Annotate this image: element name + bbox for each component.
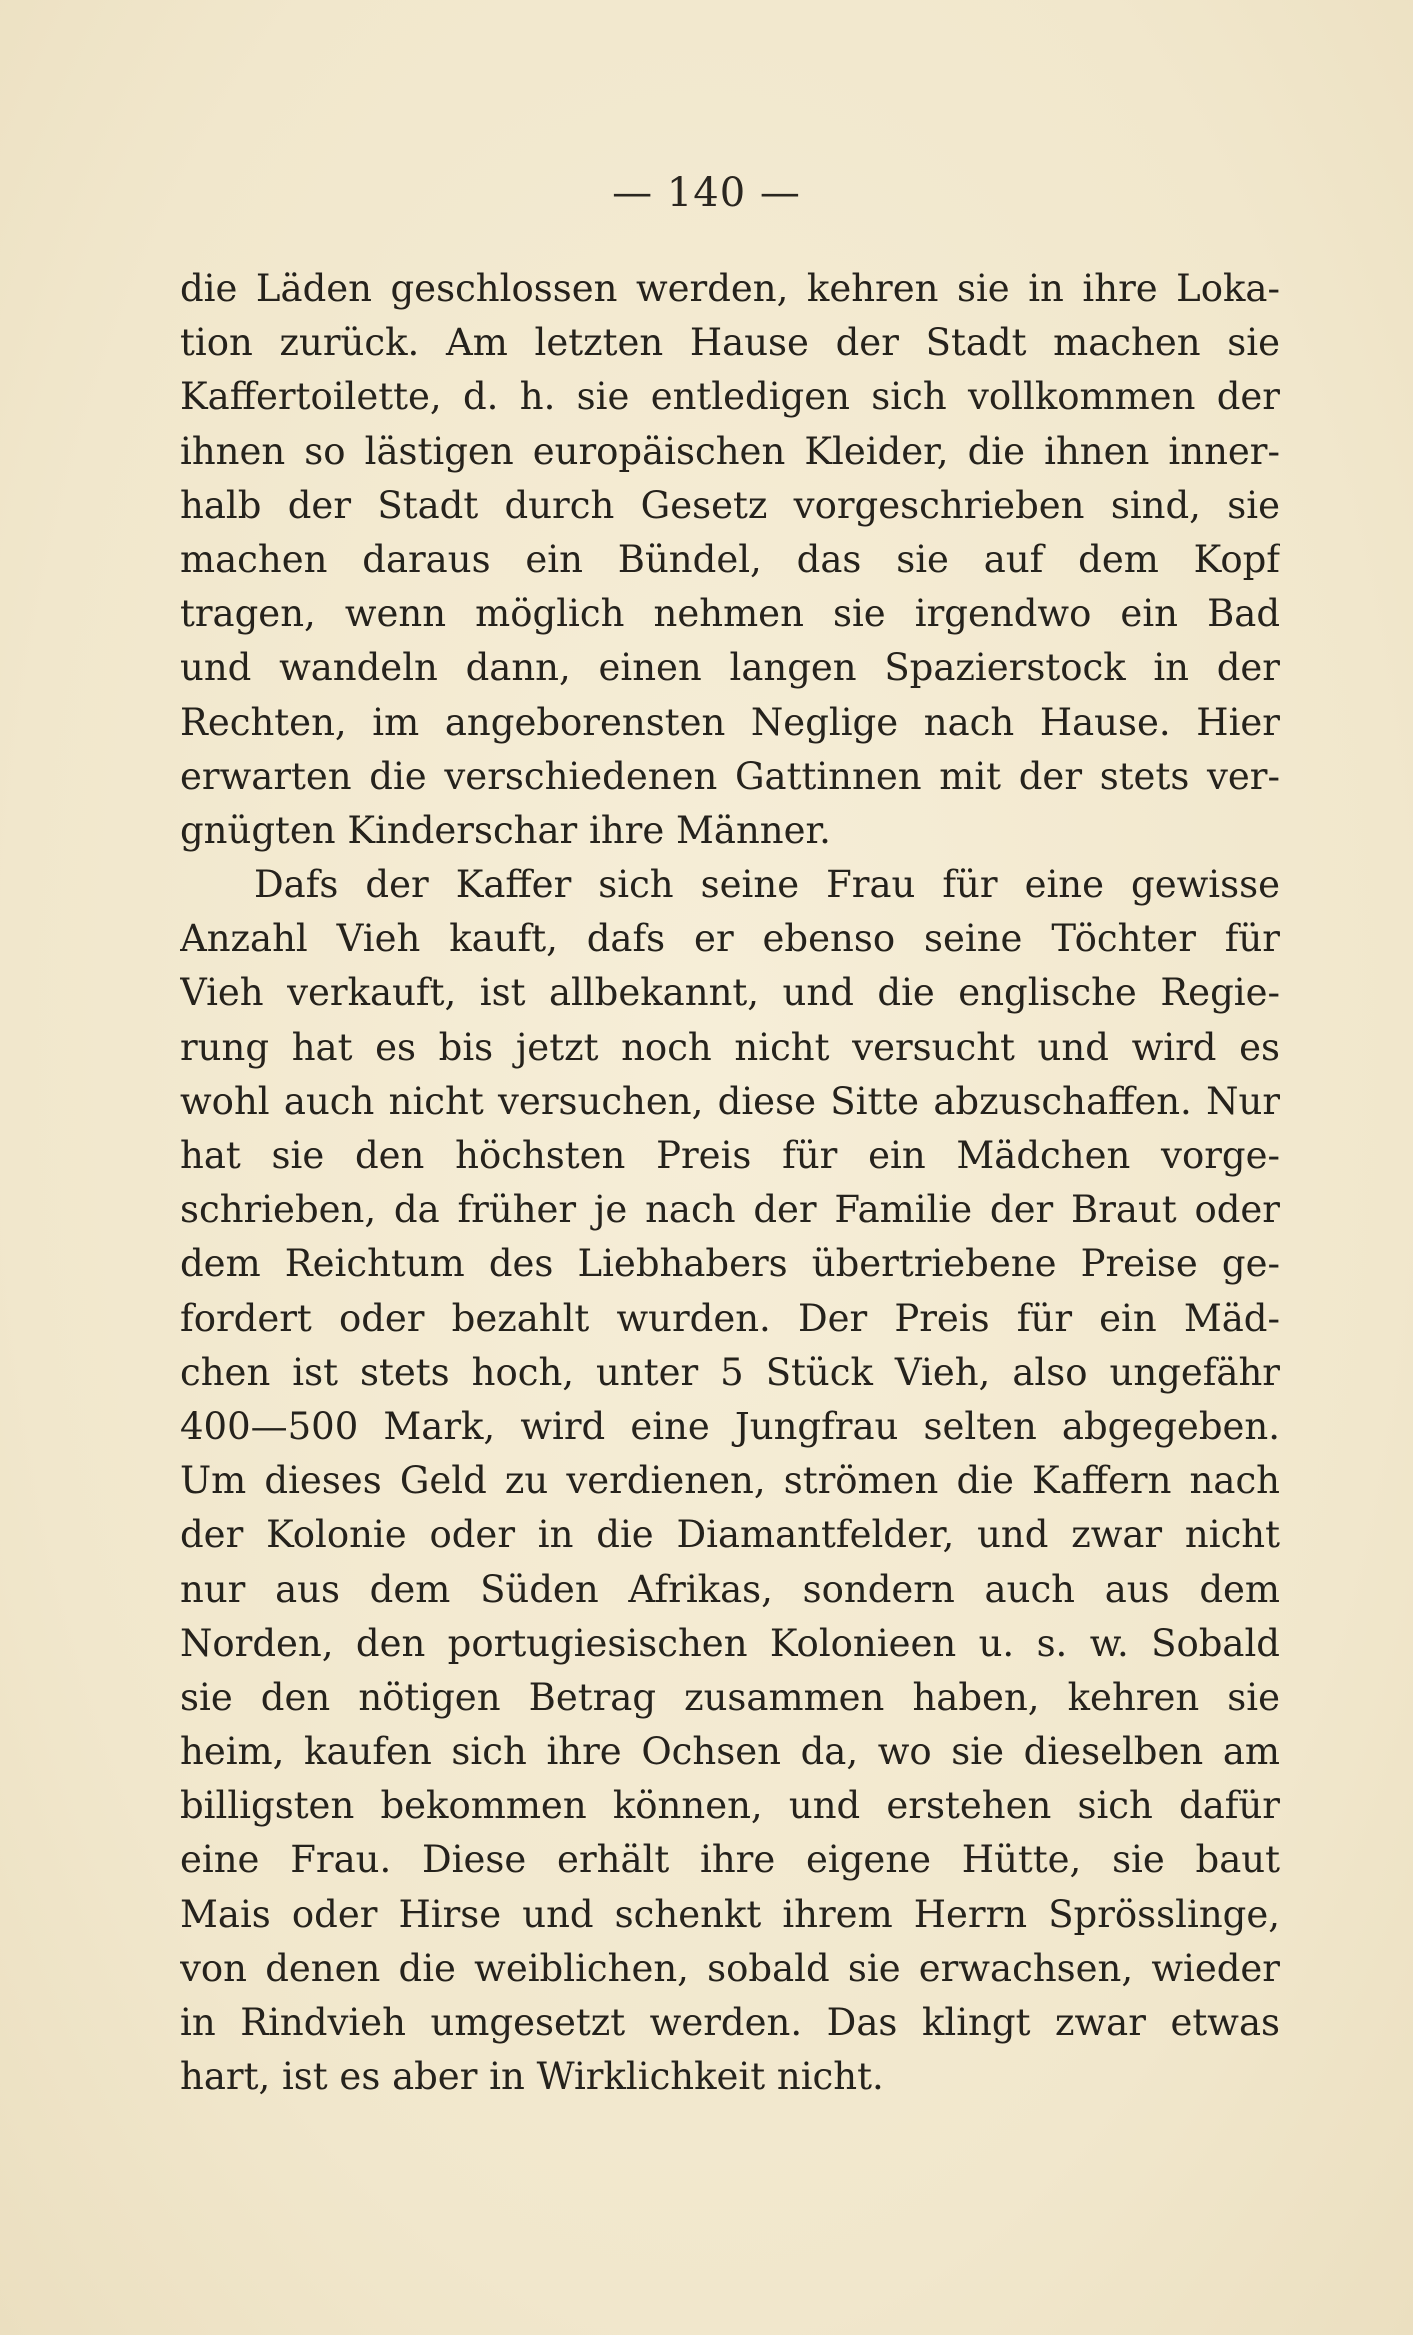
text-line: fordert oder bezahlt wurden. Der Preis für ein Mäd-: [180, 1296, 1280, 1340]
text-line: Norden, den portugiesischen Kolonieen u. s. w. Sobald: [180, 1621, 1280, 1665]
text-line: erwarten die verschiedenen Gattinnen mit der stets ver-: [180, 754, 1280, 798]
text-line: hart, ist es aber in Wirklichkeit nicht.: [180, 2055, 884, 2099]
text-line: wohl auch nicht versuchen, diese Sitte abzuschaffen. Nur: [180, 1079, 1280, 1123]
text-line: Kaffertoilette, d. h. sie entledigen sich vollkommen der: [180, 375, 1280, 419]
text-line: der Kolonie oder in die Diamantfelder, und zwar nicht: [180, 1513, 1280, 1557]
text-line: und wandeln dann, einen langen Spazierstock in der: [180, 646, 1280, 690]
text-line: Um dieses Geld zu verdienen, strömen die Kaffern nach: [180, 1459, 1280, 1503]
text-line: Mais oder Hirse und schenkt ihrem Herrn Sprösslinge,: [180, 1892, 1280, 1936]
text-line: Vieh verkauft, ist allbekannt, und die englische Regie-: [180, 971, 1280, 1015]
text-line: heim, kaufen sich ihre Ochsen da, wo sie dieselben am: [180, 1730, 1280, 1774]
text-line: halb der Stadt durch Gesetz vorgeschrieben sind, sie: [180, 483, 1280, 527]
text-line: nur aus dem Süden Afrikas, sondern auch aus dem: [180, 1567, 1280, 1611]
page-number: — 140 —: [612, 170, 801, 216]
text-line: tragen, wenn möglich nehmen sie irgendwo ein Bad: [180, 592, 1280, 636]
text-line: gnügten Kinderschar ihre Männer.: [180, 808, 831, 852]
text-line: von denen die weiblichen, sobald sie erwachsen, wieder: [180, 1946, 1280, 1990]
text-line: sie den nötigen Betrag zusammen haben, kehren sie: [180, 1675, 1280, 1719]
text-line: eine Frau. Diese erhält ihre eigene Hütte, sie baut: [180, 1838, 1280, 1882]
text-line: schrieben, da früher je nach der Familie der Braut oder: [180, 1188, 1280, 1232]
text-line: tion zurück. Am letzten Hause der Stadt machen sie: [180, 321, 1280, 365]
text-line: in Rindvieh umgesetzt werden. Das klingt zwar etwas: [180, 2001, 1280, 2044]
text-line: Rechten, im angeborensten Neglige nach Hause. Hier: [180, 700, 1280, 744]
body-text: [180, 262, 1280, 2104]
text-line: Dafs der Kaffer sich seine Frau für eine gewisse: [254, 863, 1280, 907]
text-line: 400—500 Mark, wird eine Jungfrau selten abgegeben.: [180, 1404, 1280, 1448]
text-line: dem Reichtum des Liebhabers übertriebene Preise ge-: [180, 1242, 1280, 1286]
text-line: machen daraus ein Bündel, das sie auf dem Kopf: [180, 537, 1280, 581]
text-line: ihnen so lästigen europäischen Kleider, die ihnen inner-: [180, 429, 1280, 473]
text-line: hat sie den höchsten Preis für ein Mädchen vorge-: [180, 1134, 1280, 1177]
text-line: chen ist stets hoch, unter 5 Stück Vieh, also ungefähr: [180, 1350, 1280, 1394]
text-line: rung hat es bis jetzt noch nicht versucht und wird es: [180, 1025, 1280, 1069]
text-line: billigsten bekommen können, und erstehen sich dafür: [180, 1784, 1280, 1828]
text-line: die Läden geschlossen werden, kehren sie in ihre Loka-: [180, 267, 1280, 310]
text-line: Anzahl Vieh kauft, dafs er ebenso seine Töchter für: [180, 917, 1280, 961]
